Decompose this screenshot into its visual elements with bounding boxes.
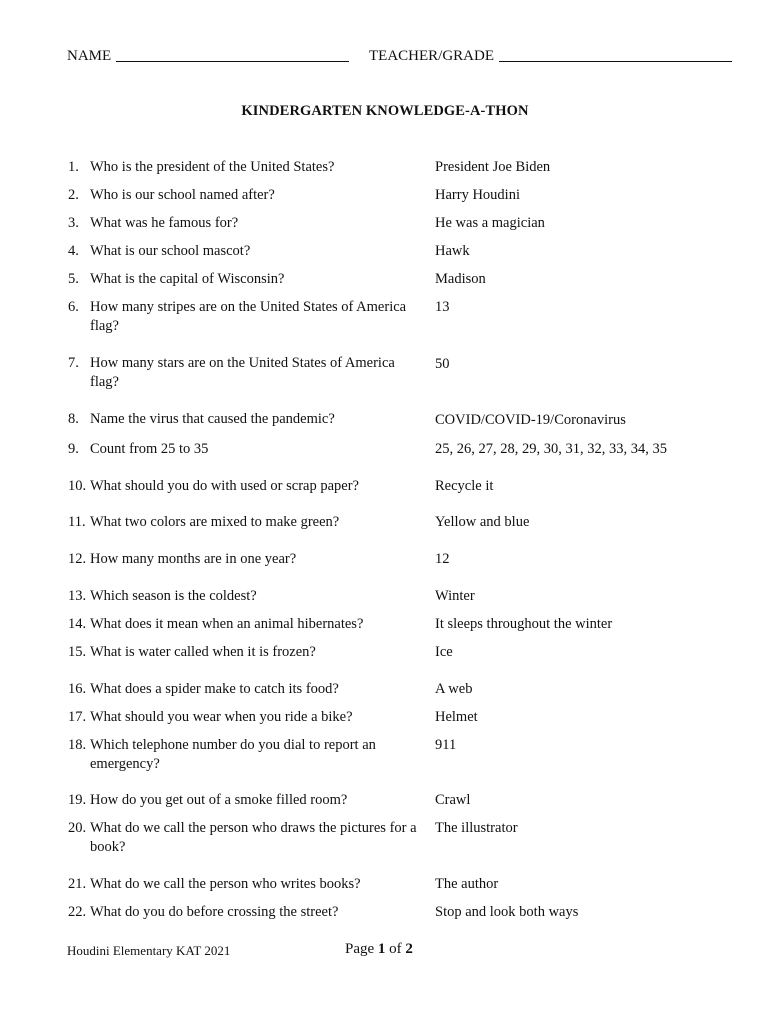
question-number: 20. [68,820,87,836]
question-number: 15. [68,644,87,660]
question-text: What does a spider make to catch its food? [90,681,339,697]
answer-text: Madison [435,271,486,287]
answer-text: 911 [435,737,457,753]
question-number: 5. [68,271,79,287]
question-number: 13. [68,588,87,604]
question-number: 17. [68,709,87,725]
question-number: 7. [68,355,79,371]
page-total: 2 [405,941,413,957]
answer-text: It sleeps throughout the winter [435,616,613,632]
question-number: 3. [68,215,79,231]
question-text: Who is our school named after? [90,187,275,203]
question-text: What do we call the person who writes books? [90,876,361,892]
question-text: What is water called when it is frozen? [90,644,316,660]
question-number: 8. [68,411,79,427]
teacher-grade-blank-line[interactable] [499,47,732,62]
answer-text: A web [435,681,473,697]
question-text: How many stars are on the United States of America flag? [90,355,395,390]
answer-text: Stop and look both ways [435,904,579,920]
answer-text: Ice [435,644,453,660]
question-text: How many stripes are on the United States of America flag? [90,299,407,334]
question-text: What does it mean when an animal hibernates? [90,616,364,632]
answer-text: 25, 26, 27, 28, 29, 30, 31, 32, 33, 34, 35 [435,441,667,457]
question-number: 9. [68,441,79,457]
question-text: Name the virus that caused the pandemic? [90,411,335,427]
question-number: 10. [68,478,87,494]
teacher-grade-label: TEACHER/GRADE [369,48,494,64]
answer-text: 13 [435,299,450,315]
question-number: 2. [68,187,79,203]
question-number: 6. [68,299,79,315]
page-of: of [389,941,402,957]
question-number: 14. [68,616,87,632]
answer-text: President Joe Biden [435,159,551,175]
question-text: What is our school mascot? [90,243,251,259]
page-word: Page [345,941,375,957]
answer-text: Yellow and blue [435,514,530,530]
answer-text: The illustrator [435,820,518,836]
question-number: 11. [68,514,86,530]
page-title: KINDERGARTEN KNOWLEDGE-A-THON [241,103,529,119]
answer-text: Hawk [435,243,470,259]
name-label: NAME [67,48,112,64]
footer-school: Houdini Elementary KAT 2021 [67,943,231,958]
question-number: 19. [68,792,87,808]
question-text: What is the capital of Wisconsin? [90,271,285,287]
question-text: How do you get out of a smoke filled room? [90,792,348,808]
question-text: Which telephone number do you dial to report an emergency? [90,737,376,772]
question-number: 16. [68,681,87,697]
answer-text: Winter [435,588,475,604]
question-number: 1. [68,159,79,175]
question-text: Count from 25 to 35 [90,441,209,457]
name-field [67,47,349,65]
question-text: What do you do before crossing the street? [90,904,339,920]
question-number: 12. [68,551,87,567]
question-text: How many months are in one year? [90,551,297,567]
answer-text: The author [435,876,499,892]
question-number: 18. [68,737,87,753]
question-number: 21. [68,876,87,892]
question-text: What was he famous for? [90,215,239,231]
footer-page-number [345,941,413,958]
answer-text: 12 [435,551,450,567]
teacher-grade-field [369,47,732,65]
question-text: What do we call the person who draws the pictures for a book? [90,820,417,855]
question-number: 22. [68,904,87,920]
question-text: What should you wear when you ride a bike? [90,709,353,725]
answer-text: Crawl [435,792,471,808]
answer-text: He was a magician [435,215,545,231]
answer-text: Recycle it [435,478,494,494]
answer-text: COVID/COVID-19/Coronavirus [435,412,626,428]
question-text: What should you do with used or scrap paper? [90,478,359,494]
question-text: What two colors are mixed to make green? [90,514,340,530]
answer-text: Harry Houdini [435,187,520,203]
answer-text: 50 [435,356,450,372]
name-blank-line[interactable] [116,47,349,62]
question-text: Who is the president of the United States? [90,159,335,175]
question-text: Which season is the coldest? [90,588,257,604]
answer-text: Helmet [435,709,478,725]
question-number: 4. [68,243,79,259]
page-current: 1 [377,941,386,957]
